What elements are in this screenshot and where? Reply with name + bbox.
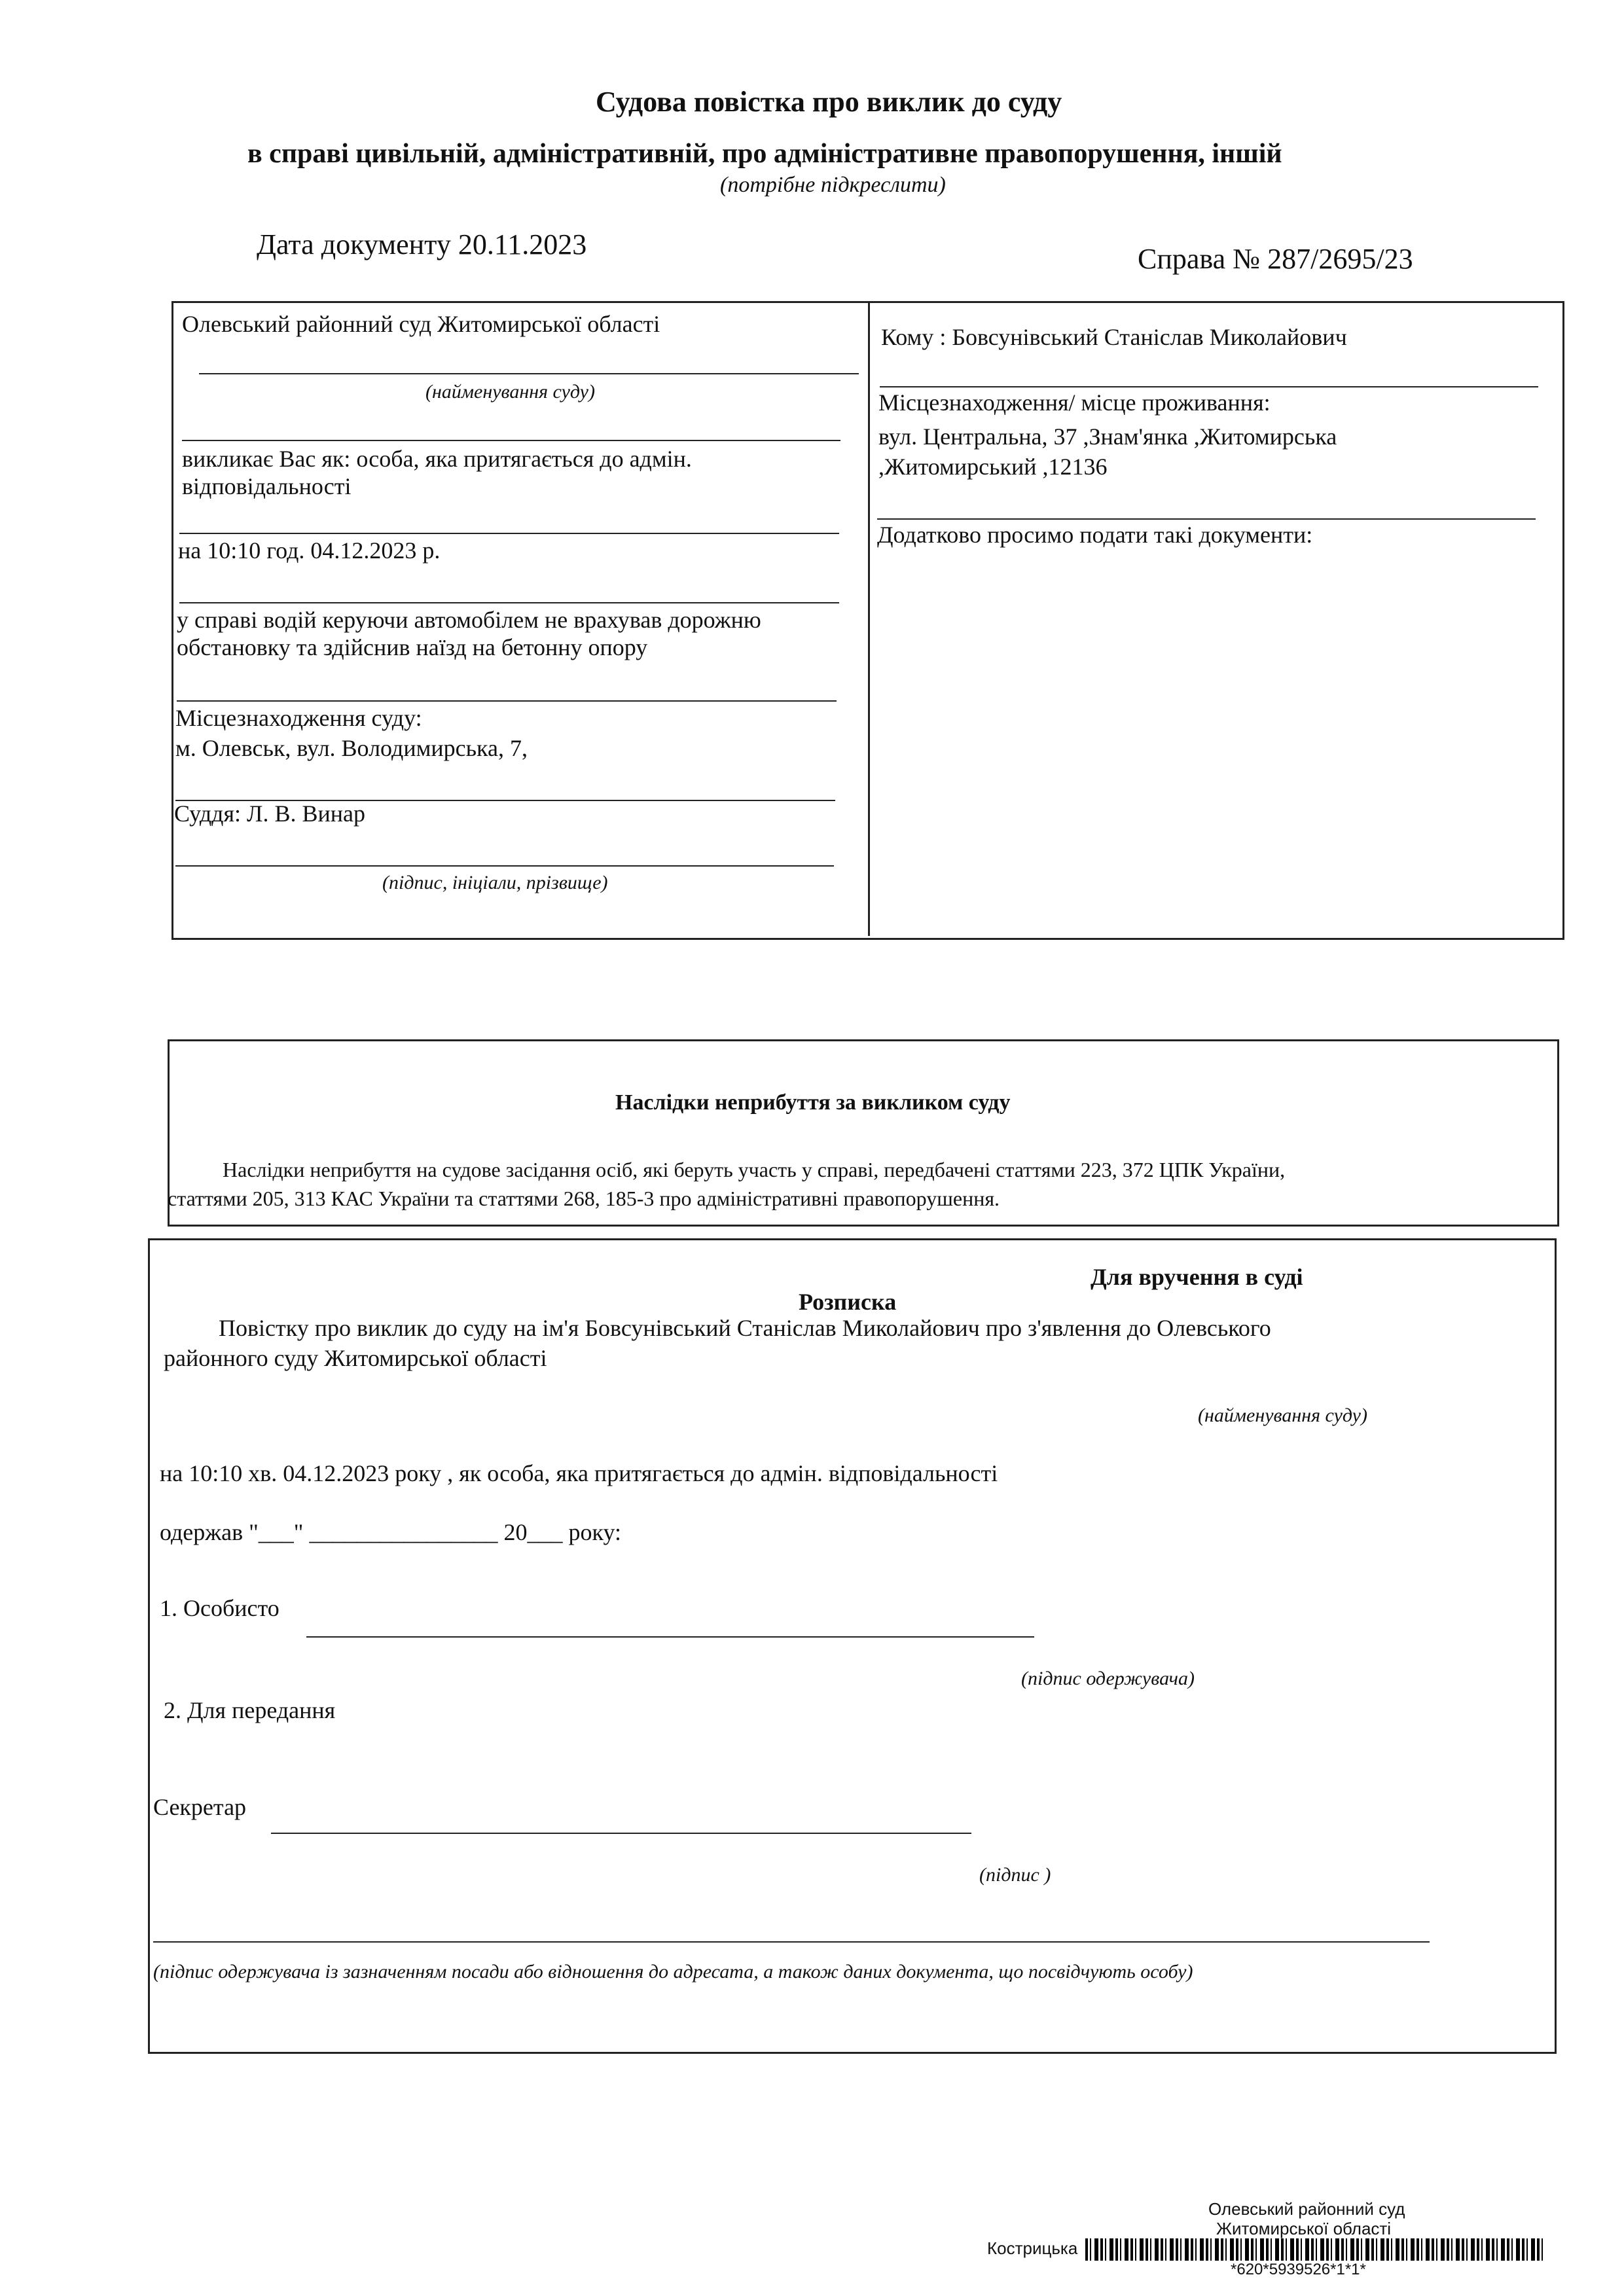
personally-label: 1. Особисто: [160, 1595, 280, 1621]
extra-documents-label: Додатково просимо подати такі документи:: [877, 522, 1313, 548]
judge-name: Суддя: Л. В. Винар: [174, 800, 365, 827]
case-number: Справа № 287/2695/23: [1138, 243, 1413, 275]
judge-sign-rule: [175, 865, 834, 867]
recipient-sign-caption: (підпис одержувача): [1021, 1668, 1195, 1689]
recipient-location-label: Місцезнаходження/ місце проживання:: [878, 389, 1271, 416]
stamp-court-line1: Олевський районний суд: [1208, 2199, 1405, 2219]
footer-caption: (підпис одержувача із зазначенням посади або відношення до адресата, а також даних документа, що посвідчують особу): [153, 1961, 1193, 1982]
secretary-sign-caption: (підпис ): [979, 1864, 1051, 1886]
recipient-address-line1: вул. Центральна, 37 ,Знам'янка ,Житомирська: [878, 423, 1337, 450]
receipt-line2: районного суду Житомирської області: [164, 1345, 547, 1371]
document-title: Судова повістка про виклик до суду: [596, 86, 1062, 118]
recipient-rule: [880, 386, 1538, 387]
received-date-line: одержав "___" ________________ 20___ року:: [160, 1519, 622, 1545]
secretary-label: Секретар: [153, 1794, 247, 1820]
court-name-rule: [199, 373, 859, 374]
stamp-court-line2: Житомирської області: [1216, 2219, 1392, 2238]
consequences-text-line1: Наслідки неприбуття на судове засідання осіб, які беруть участь у справі, передбачені статтями 223, 372 ЦПК України,: [223, 1158, 1286, 1181]
stamp-name: Кострицька: [987, 2238, 1078, 2258]
court-location-rule: [177, 700, 837, 702]
footer-sign-rule: [153, 1941, 1430, 1943]
underline-note: (потрібне підкреслити): [720, 173, 946, 197]
consequences-text-line2: статтями 205, 313 КАС України та статтями 268, 185-3 про адміністративні правопорушення.: [168, 1187, 1000, 1210]
for-court-delivery: Для вручення в суді: [1091, 1264, 1303, 1290]
court-name-caption: (найменування суду): [425, 381, 595, 403]
barcode-text: *620*5939526*1*1*: [1231, 2261, 1366, 2278]
judge-sign-caption: (підпис, ініціали, прізвище): [382, 872, 608, 893]
secretary-sign-rule: [271, 1833, 971, 1834]
recipient-address-line2: ,Житомирський ,12136: [878, 454, 1108, 480]
court-location: м. Олевськ, вул. Володимирська, 7,: [175, 735, 528, 761]
summons-as-rule: [182, 440, 840, 441]
case-description: у справі водій керуючи автомобілем не врахував дорожню обстановку та здійснив наїзд на бетонну опору: [177, 607, 761, 660]
consequences-title: Наслідки неприбуття за викликом суду: [615, 1090, 1011, 1115]
receipt-court-caption: (найменування суду): [1198, 1405, 1367, 1426]
summons-role: викликає Вас як: особа, яка притягається до адмін. відповідальності: [182, 446, 692, 499]
time-rule: [179, 533, 839, 534]
for-transfer-label: 2. Для передання: [164, 1697, 336, 1723]
barcode: [1085, 2238, 1543, 2261]
personally-sign-rule: [306, 1636, 1034, 1638]
document-subtitle: в справі цивільній, адміністративній, про адміністративне правопорушення, іншій: [247, 139, 1282, 169]
court-name: Олевський районний суд Житомирської області: [182, 311, 660, 337]
document-date: Дата документу 20.11.2023: [257, 228, 587, 260]
court-location-label: Місцезнаходження суду:: [175, 705, 422, 731]
case-desc-rule: [179, 602, 839, 603]
receipt-title: Розписка: [799, 1289, 897, 1315]
extra-docs-rule: [877, 518, 1536, 520]
hearing-time: на 10:10 год. 04.12.2023 р.: [178, 537, 441, 564]
receipt-time-line: на 10:10 хв. 04.12.2023 року , як особа, яка притягається до адмін. відповідальності: [160, 1460, 998, 1486]
recipient: Кому : Бовсунівський Станіслав Миколайович: [881, 324, 1347, 350]
receipt-line1: Повістку про виклик до суду на ім'я Бовсунівський Станіслав Миколайович про з'явлення до Олевського: [219, 1315, 1271, 1341]
